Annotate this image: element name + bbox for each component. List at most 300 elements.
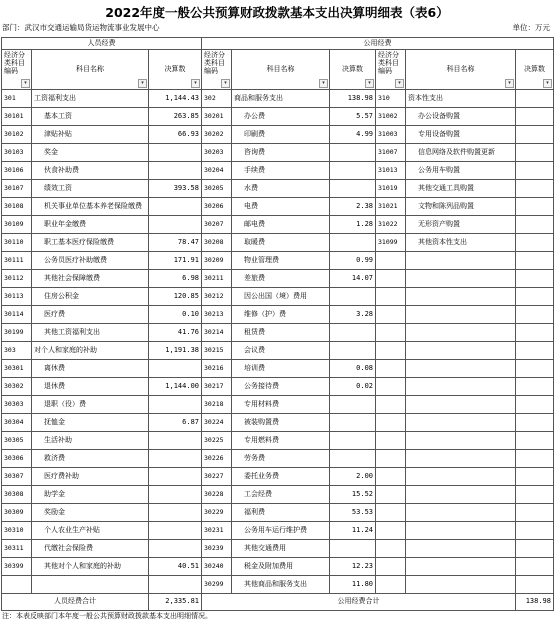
cell-amount xyxy=(516,414,554,432)
table-row xyxy=(2,360,554,378)
cell-amount xyxy=(149,486,202,504)
cell-code: 30308 xyxy=(2,486,32,504)
personnel-total-value: 2,335.81 xyxy=(149,594,202,611)
cell-name: 救济费 xyxy=(32,450,149,468)
cell-code: 30218 xyxy=(202,396,232,414)
cell-amount xyxy=(516,108,554,126)
report-title: 2022年度一般公共预算财政拨款基本支出决算明细表（表6） xyxy=(105,5,449,20)
cell-amount xyxy=(330,450,376,468)
public-total-value: 138.98 xyxy=(516,594,554,611)
cell-amount: 1,144.00 xyxy=(149,378,202,396)
cell-name xyxy=(406,558,516,576)
cell-code: 30217 xyxy=(202,378,232,396)
cell-name: 税金及附加费用 xyxy=(232,558,330,576)
cell-code: 30103 xyxy=(2,144,32,162)
table-row xyxy=(2,126,554,144)
cell-amount: 138.98 xyxy=(330,90,376,108)
header-amount[interactable] xyxy=(149,50,202,90)
cell-name xyxy=(406,324,516,342)
cell-amount: 263.85 xyxy=(149,108,202,126)
header-name-text: 科目名称 xyxy=(446,64,475,73)
cell-amount xyxy=(516,558,554,576)
cell-amount xyxy=(516,450,554,468)
header-name[interactable] xyxy=(32,50,149,90)
cell-code: 30199 xyxy=(2,324,32,342)
filter-dropdown-icon[interactable]: ▾ xyxy=(365,79,374,88)
cell-code: 30206 xyxy=(202,198,232,216)
cell-name: 住房公积金 xyxy=(32,288,149,306)
cell-amount xyxy=(516,324,554,342)
cell-amount xyxy=(330,234,376,252)
table-row xyxy=(2,396,554,414)
header-code-text: 经济分类科目编码 xyxy=(204,51,225,76)
cell-amount: 0.02 xyxy=(330,378,376,396)
table-row xyxy=(2,576,554,594)
table-row xyxy=(2,162,554,180)
cell-name: 其他资本性支出 xyxy=(406,234,516,252)
cell-name: 办公设备购置 xyxy=(406,108,516,126)
cell-code: 303 xyxy=(2,342,32,360)
cell-code: 30113 xyxy=(2,288,32,306)
cell-name: 其他社会保障缴费 xyxy=(32,270,149,288)
expenditure-table xyxy=(1,37,554,611)
cell-amount: 5.57 xyxy=(330,108,376,126)
cell-amount xyxy=(516,144,554,162)
cell-amount xyxy=(516,396,554,414)
cell-amount: 14.07 xyxy=(330,270,376,288)
cell-amount: 40.51 xyxy=(149,558,202,576)
cell-amount xyxy=(330,324,376,342)
filter-dropdown-icon[interactable]: ▾ xyxy=(543,79,552,88)
cell-code: 30305 xyxy=(2,432,32,450)
cell-name: 水费 xyxy=(232,180,330,198)
cell-code xyxy=(376,540,406,558)
cell-code: 30302 xyxy=(2,378,32,396)
cell-code: 30228 xyxy=(202,486,232,504)
cell-amount xyxy=(516,576,554,594)
filter-dropdown-icon[interactable]: ▾ xyxy=(191,79,200,88)
cell-name xyxy=(406,270,516,288)
cell-name xyxy=(406,522,516,540)
cell-name: 抚恤金 xyxy=(32,414,149,432)
cell-amount: 1,191.38 xyxy=(149,342,202,360)
cell-name xyxy=(406,432,516,450)
cell-name: 培训费 xyxy=(232,360,330,378)
cell-amount xyxy=(149,216,202,234)
cell-code: 30109 xyxy=(2,216,32,234)
cell-name: 其他商品和服务支出 xyxy=(232,576,330,594)
table-row xyxy=(2,234,554,252)
header-code-text: 经济分类科目编码 xyxy=(378,51,399,76)
cell-name: 被装购置费 xyxy=(232,414,330,432)
table-row xyxy=(2,522,554,540)
cell-code: 30239 xyxy=(202,540,232,558)
cell-code: 30107 xyxy=(2,180,32,198)
header-amount[interactable] xyxy=(330,50,376,90)
cell-amount xyxy=(516,540,554,558)
cell-name: 代缴社会保险费 xyxy=(32,540,149,558)
cell-name: 绩效工资 xyxy=(32,180,149,198)
cell-code xyxy=(376,558,406,576)
cell-code: 30215 xyxy=(202,342,232,360)
cell-code: 30110 xyxy=(2,234,32,252)
cell-amount xyxy=(516,216,554,234)
cell-amount xyxy=(516,270,554,288)
cell-amount xyxy=(516,180,554,198)
cell-name: 伙食补助费 xyxy=(32,162,149,180)
section-personnel: 人员经费 xyxy=(2,38,202,50)
table-row xyxy=(2,504,554,522)
cell-amount xyxy=(149,432,202,450)
cell-code xyxy=(376,414,406,432)
cell-code: 30224 xyxy=(202,414,232,432)
cell-amount: 0.10 xyxy=(149,306,202,324)
cell-amount xyxy=(516,432,554,450)
cell-name: 商品和服务支出 xyxy=(232,90,330,108)
cell-code xyxy=(376,576,406,594)
cell-code: 30212 xyxy=(202,288,232,306)
cell-name: 公务员医疗补助缴费 xyxy=(32,252,149,270)
cell-code: 30214 xyxy=(202,324,232,342)
cell-name: 其他工资福利支出 xyxy=(32,324,149,342)
cell-name: 电费 xyxy=(232,198,330,216)
cell-name xyxy=(406,504,516,522)
cell-code xyxy=(376,468,406,486)
table-row xyxy=(2,252,554,270)
cell-code: 31099 xyxy=(376,234,406,252)
cell-code xyxy=(376,324,406,342)
cell-code: 30299 xyxy=(202,576,232,594)
cell-name: 助学金 xyxy=(32,486,149,504)
cell-name: 专用材料费 xyxy=(232,396,330,414)
cell-code xyxy=(376,486,406,504)
table-row xyxy=(2,378,554,396)
table-row xyxy=(2,198,554,216)
cell-code xyxy=(376,342,406,360)
cell-name: 物业管理费 xyxy=(232,252,330,270)
table-row xyxy=(2,288,554,306)
section-public: 公用经费 xyxy=(202,38,554,50)
cell-name xyxy=(406,486,516,504)
cell-name: 基本工资 xyxy=(32,108,149,126)
cell-name: 职业年金缴费 xyxy=(32,216,149,234)
cell-name: 公务接待费 xyxy=(232,378,330,396)
cell-code xyxy=(376,522,406,540)
cell-code xyxy=(376,432,406,450)
cell-code: 31003 xyxy=(376,126,406,144)
cell-amount xyxy=(330,540,376,558)
cell-amount xyxy=(149,522,202,540)
cell-name xyxy=(406,378,516,396)
cell-code: 30211 xyxy=(202,270,232,288)
cell-name: 职工基本医疗保险缴费 xyxy=(32,234,149,252)
cell-amount xyxy=(516,378,554,396)
cell-code: 30301 xyxy=(2,360,32,378)
cell-amount: 120.85 xyxy=(149,288,202,306)
cell-amount: 393.58 xyxy=(149,180,202,198)
cell-amount xyxy=(149,162,202,180)
cell-name xyxy=(406,342,516,360)
cell-name xyxy=(406,306,516,324)
cell-code xyxy=(376,450,406,468)
header-name[interactable] xyxy=(232,50,330,90)
cell-code xyxy=(376,270,406,288)
table-row xyxy=(2,342,554,360)
cell-code: 30106 xyxy=(2,162,32,180)
cell-amount: 2.00 xyxy=(330,468,376,486)
cell-amount xyxy=(149,576,202,594)
cell-code: 30204 xyxy=(202,162,232,180)
cell-code: 30209 xyxy=(202,252,232,270)
cell-code: 302 xyxy=(202,90,232,108)
cell-code: 30307 xyxy=(2,468,32,486)
cell-name: 生活补助 xyxy=(32,432,149,450)
cell-amount: 12.23 xyxy=(330,558,376,576)
table-row xyxy=(2,486,554,504)
cell-code xyxy=(376,378,406,396)
cell-amount xyxy=(330,396,376,414)
cell-name: 印刷费 xyxy=(232,126,330,144)
cell-name: 租赁费 xyxy=(232,324,330,342)
cell-name: 公务用车运行维护费 xyxy=(232,522,330,540)
filter-dropdown-icon[interactable]: ▾ xyxy=(21,79,30,88)
cell-code: 30309 xyxy=(2,504,32,522)
cell-code: 30213 xyxy=(202,306,232,324)
cell-name: 无形资产购置 xyxy=(406,216,516,234)
cell-amount: 1,144.43 xyxy=(149,90,202,108)
cell-name: 因公出国（境）费用 xyxy=(232,288,330,306)
filter-dropdown-icon[interactable]: ▾ xyxy=(138,79,147,88)
cell-amount xyxy=(516,234,554,252)
cell-name: 劳务费 xyxy=(232,450,330,468)
cell-code xyxy=(376,396,406,414)
cell-name: 文物和陈列品购置 xyxy=(406,198,516,216)
header-code[interactable] xyxy=(202,50,232,90)
header-code[interactable] xyxy=(2,50,32,90)
cell-name: 公务用车购置 xyxy=(406,162,516,180)
header-amount[interactable] xyxy=(516,50,554,90)
cell-name: 退职（役）费 xyxy=(32,396,149,414)
cell-amount xyxy=(330,342,376,360)
cell-code: 30227 xyxy=(202,468,232,486)
cell-amount xyxy=(516,306,554,324)
cell-code: 30205 xyxy=(202,180,232,198)
cell-amount: 0.99 xyxy=(330,252,376,270)
cell-amount xyxy=(330,288,376,306)
cell-amount xyxy=(330,432,376,450)
table-row xyxy=(2,144,554,162)
cell-name xyxy=(406,576,516,594)
cell-amount: 53.53 xyxy=(330,504,376,522)
cell-amount xyxy=(516,468,554,486)
cell-code: 30225 xyxy=(202,432,232,450)
header-name[interactable] xyxy=(406,50,516,90)
cell-amount xyxy=(516,360,554,378)
cell-code: 30303 xyxy=(2,396,32,414)
table-row xyxy=(2,468,554,486)
cell-name: 差旅费 xyxy=(232,270,330,288)
cell-amount: 4.99 xyxy=(330,126,376,144)
cell-name xyxy=(32,576,149,594)
cell-code xyxy=(2,576,32,594)
cell-code: 30240 xyxy=(202,558,232,576)
cell-name: 维修（护）费 xyxy=(232,306,330,324)
cell-amount: 78.47 xyxy=(149,234,202,252)
cell-code: 31019 xyxy=(376,180,406,198)
cell-name: 取暖费 xyxy=(232,234,330,252)
cell-code: 30216 xyxy=(202,360,232,378)
cell-name: 个人农业生产补贴 xyxy=(32,522,149,540)
cell-name: 福利费 xyxy=(232,504,330,522)
cell-name: 工会经费 xyxy=(232,486,330,504)
public-total-label: 公用经费合计 xyxy=(202,594,516,611)
filter-dropdown-icon[interactable]: ▾ xyxy=(505,79,514,88)
header-name-text: 科目名称 xyxy=(76,64,104,73)
cell-name xyxy=(406,288,516,306)
cell-amount xyxy=(330,414,376,432)
cell-name xyxy=(406,468,516,486)
cell-code: 31002 xyxy=(376,108,406,126)
cell-code: 30229 xyxy=(202,504,232,522)
cell-amount xyxy=(149,540,202,558)
cell-amount xyxy=(330,162,376,180)
cell-amount: 1.28 xyxy=(330,216,376,234)
cell-name xyxy=(406,540,516,558)
cell-name: 其他交通费用 xyxy=(232,540,330,558)
cell-amount: 41.76 xyxy=(149,324,202,342)
cell-amount xyxy=(516,90,554,108)
footnote: 注：本表反映部门本年度一般公共预算财政拨款基本支出明细情况。 xyxy=(2,612,212,620)
cell-code: 30231 xyxy=(202,522,232,540)
cell-name xyxy=(406,450,516,468)
cell-name: 办公费 xyxy=(232,108,330,126)
cell-amount xyxy=(149,360,202,378)
cell-amount: 11.80 xyxy=(330,576,376,594)
cell-name: 手续费 xyxy=(232,162,330,180)
cell-code: 301 xyxy=(2,90,32,108)
cell-amount xyxy=(516,162,554,180)
cell-name: 资本性支出 xyxy=(406,90,516,108)
cell-name: 机关事业单位基本养老保险缴费 xyxy=(32,198,149,216)
header-code[interactable] xyxy=(376,50,406,90)
table-row xyxy=(2,306,554,324)
header-amount-text: 决算数 xyxy=(524,64,545,73)
cell-amount xyxy=(149,468,202,486)
header-row xyxy=(2,50,554,90)
cell-code: 30108 xyxy=(2,198,32,216)
cell-name: 其他对个人和家庭的补助 xyxy=(32,558,149,576)
cell-amount: 11.24 xyxy=(330,522,376,540)
cell-code: 31021 xyxy=(376,198,406,216)
cell-code xyxy=(376,288,406,306)
cell-amount: 66.93 xyxy=(149,126,202,144)
cell-name: 奖金 xyxy=(32,144,149,162)
header-amount-text: 决算数 xyxy=(164,64,186,73)
cell-name: 其他交通工具购置 xyxy=(406,180,516,198)
header-code-text: 经济分类科目编码 xyxy=(4,51,25,76)
cell-amount: 171.91 xyxy=(149,252,202,270)
cell-name: 委托业务费 xyxy=(232,468,330,486)
cell-amount xyxy=(149,450,202,468)
table-row xyxy=(2,108,554,126)
cell-code: 30202 xyxy=(202,126,232,144)
cell-amount: 6.87 xyxy=(149,414,202,432)
cell-name: 津贴补贴 xyxy=(32,126,149,144)
totals-row xyxy=(2,594,554,611)
cell-name xyxy=(406,414,516,432)
filter-dropdown-icon[interactable]: ▾ xyxy=(395,79,404,88)
cell-code: 31013 xyxy=(376,162,406,180)
cell-name xyxy=(406,360,516,378)
cell-amount xyxy=(516,198,554,216)
table-row xyxy=(2,90,554,108)
cell-name: 工资福利支出 xyxy=(32,90,149,108)
cell-amount: 2.38 xyxy=(330,198,376,216)
table-row xyxy=(2,450,554,468)
cell-amount: 3.28 xyxy=(330,306,376,324)
cell-code: 30399 xyxy=(2,558,32,576)
cell-name: 专用燃料费 xyxy=(232,432,330,450)
cell-amount xyxy=(516,522,554,540)
cell-code: 30311 xyxy=(2,540,32,558)
cell-amount xyxy=(516,504,554,522)
cell-code: 30208 xyxy=(202,234,232,252)
cell-name: 退休费 xyxy=(32,378,149,396)
cell-amount: 6.98 xyxy=(149,270,202,288)
cell-name: 对个人和家庭的补助 xyxy=(32,342,149,360)
cell-name xyxy=(406,396,516,414)
cell-amount xyxy=(149,198,202,216)
cell-name: 咨询费 xyxy=(232,144,330,162)
unit-label: 单位：万元 xyxy=(512,23,550,32)
cell-amount xyxy=(149,144,202,162)
cell-code: 30111 xyxy=(2,252,32,270)
cell-name: 专用设备购置 xyxy=(406,126,516,144)
cell-amount xyxy=(330,144,376,162)
cell-name: 医疗费 xyxy=(32,306,149,324)
table-row xyxy=(2,324,554,342)
cell-code: 30304 xyxy=(2,414,32,432)
table-row xyxy=(2,180,554,198)
cell-amount xyxy=(516,342,554,360)
cell-name: 医疗费补助 xyxy=(32,468,149,486)
cell-code: 30207 xyxy=(202,216,232,234)
cell-amount xyxy=(516,288,554,306)
cell-amount xyxy=(516,252,554,270)
cell-code: 30306 xyxy=(2,450,32,468)
cell-name: 信息网络及软件购置更新 xyxy=(406,144,516,162)
department-label: 部门：武汉市交通运输局货运物流事业发展中心 xyxy=(2,23,160,32)
filter-dropdown-icon[interactable]: ▾ xyxy=(221,79,230,88)
filter-dropdown-icon[interactable]: ▾ xyxy=(319,79,328,88)
cell-code: 30201 xyxy=(202,108,232,126)
cell-code: 30101 xyxy=(2,108,32,126)
personnel-total-label: 人员经费合计 xyxy=(2,594,149,611)
table-row xyxy=(2,414,554,432)
cell-amount xyxy=(516,486,554,504)
table-row xyxy=(2,432,554,450)
cell-code: 30203 xyxy=(202,144,232,162)
cell-amount xyxy=(330,180,376,198)
header-name-text: 科目名称 xyxy=(266,64,295,73)
cell-code xyxy=(376,504,406,522)
cell-amount xyxy=(516,126,554,144)
cell-code: 30102 xyxy=(2,126,32,144)
table-row xyxy=(2,558,554,576)
cell-code xyxy=(376,360,406,378)
cell-name xyxy=(406,252,516,270)
cell-code: 30310 xyxy=(2,522,32,540)
